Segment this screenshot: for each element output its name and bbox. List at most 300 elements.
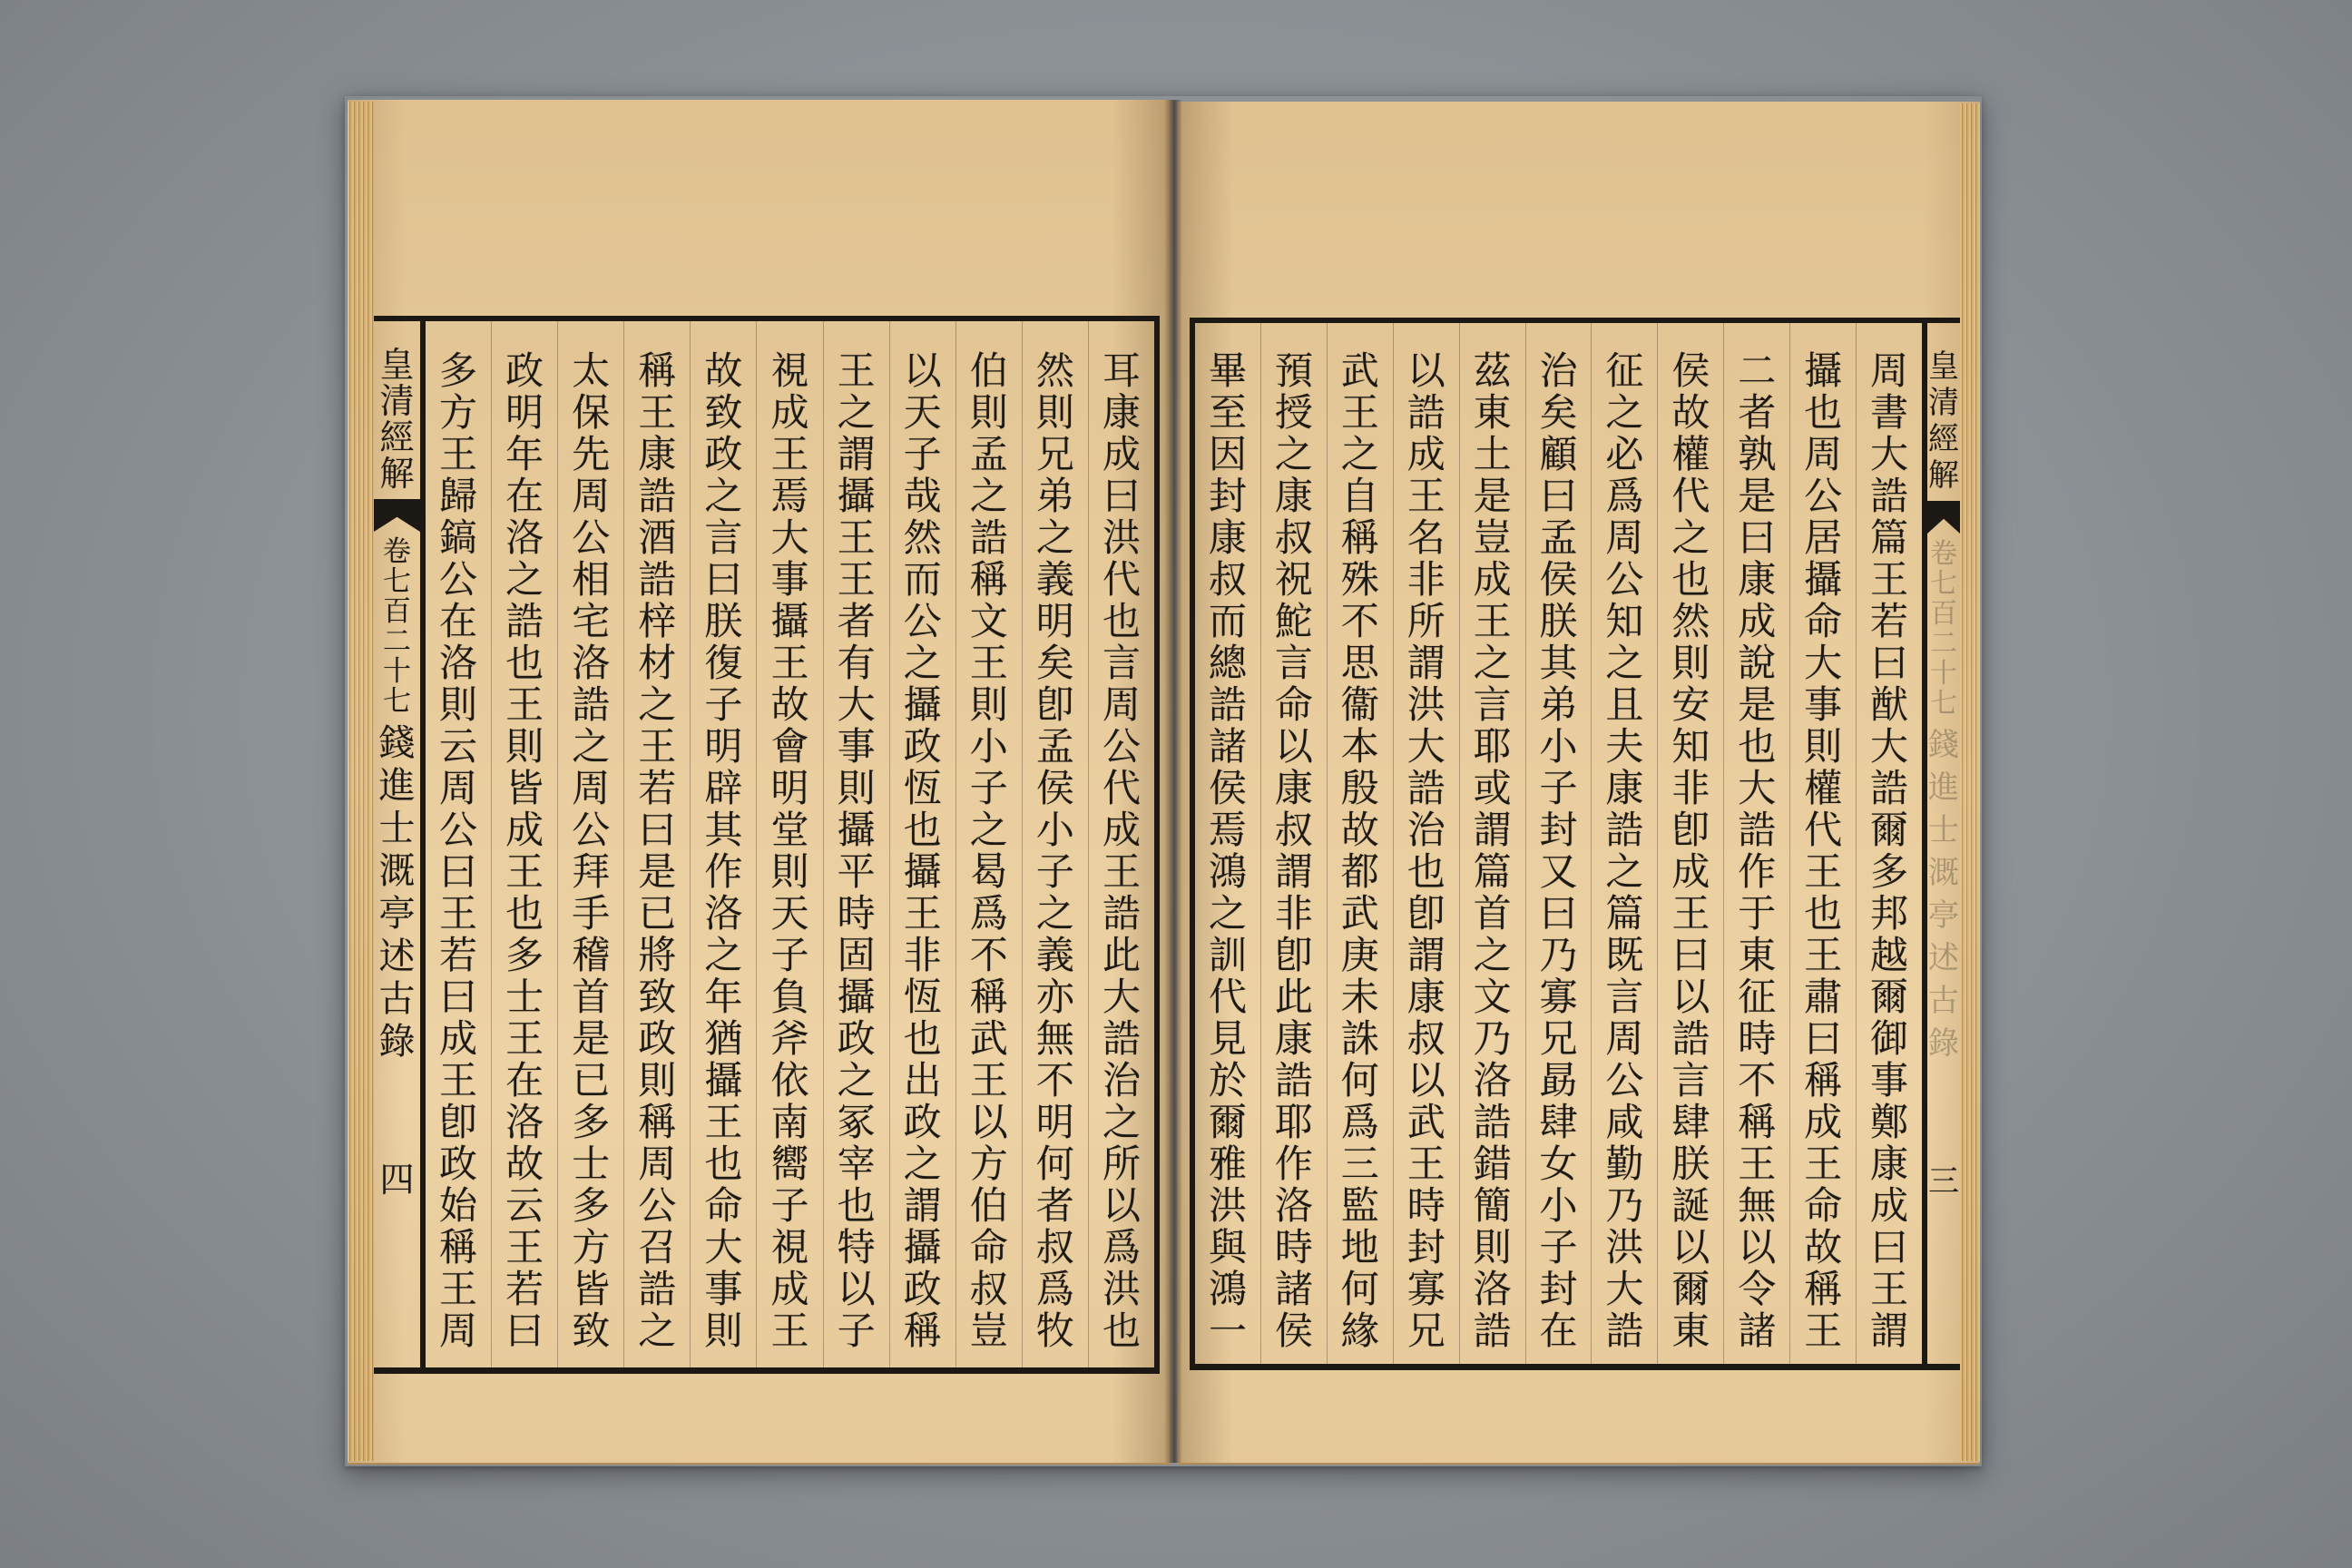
character: 之 (903, 1142, 942, 1186)
character: 也 (1804, 891, 1843, 936)
character: 預 (1274, 348, 1313, 393)
character: 太 (572, 348, 611, 393)
character: 攝 (837, 474, 876, 518)
character: 王 (837, 515, 876, 560)
character: 子 (1539, 766, 1578, 810)
character: 爲 (1340, 1100, 1379, 1144)
character: 攝 (1804, 348, 1843, 393)
character: 篇 (1870, 515, 1909, 560)
character: 經 (379, 417, 415, 457)
character: 者 (1738, 390, 1777, 435)
character: 恆 (903, 766, 942, 810)
character: 誥 (1274, 1058, 1313, 1102)
character: 清 (379, 381, 415, 421)
character: 誥 (1102, 891, 1141, 936)
character: 則 (704, 1308, 743, 1353)
character: 義 (1035, 933, 1074, 977)
character: 洪 (1102, 1267, 1141, 1311)
character: 王 (1870, 1267, 1909, 1311)
character: 云 (505, 1183, 544, 1228)
character: 夫 (1605, 724, 1644, 769)
character: 王 (1870, 557, 1909, 602)
character: 于 (1738, 891, 1777, 936)
character: 曰 (505, 1308, 544, 1353)
character: 先 (572, 432, 611, 476)
character: 侯 (1539, 557, 1578, 602)
character: 非 (1671, 766, 1710, 810)
character: 政 (903, 1100, 942, 1144)
character: 明 (770, 766, 809, 810)
character: 乃 (1473, 1016, 1512, 1061)
character: 王 (969, 641, 1008, 685)
character: 豈 (1473, 515, 1512, 560)
character: 牧 (1035, 1308, 1074, 1353)
character: 叔 (1274, 515, 1313, 560)
character: 宰 (837, 1142, 876, 1186)
character: 曰 (1870, 641, 1909, 685)
character: 小 (969, 724, 1008, 769)
character: 王 (1804, 933, 1843, 977)
character: 見 (1208, 1016, 1247, 1061)
character: 述 (1928, 940, 1959, 976)
character: 子 (1035, 849, 1074, 894)
character: 成 (770, 1267, 809, 1311)
character: 也 (837, 1183, 876, 1228)
character: 孟 (1035, 724, 1074, 769)
character: 平 (837, 849, 876, 894)
character: 兄 (1539, 1016, 1578, 1061)
character: 子 (770, 933, 809, 977)
character: 故 (505, 1142, 544, 1186)
character: 王 (1804, 849, 1843, 894)
character: 故 (1340, 808, 1379, 852)
character: 事 (704, 1267, 743, 1311)
character: 子 (704, 682, 743, 727)
character: 鴻 (1208, 1267, 1247, 1311)
character: 亭 (1928, 897, 1959, 934)
character: 成 (505, 808, 544, 852)
character: 材 (638, 641, 677, 685)
character: 猷 (1870, 682, 1909, 727)
character: 恆 (903, 975, 942, 1019)
character: 清 (1928, 385, 1959, 421)
character: 大 (1870, 432, 1909, 476)
character: 相 (572, 557, 611, 602)
character: 致 (572, 1308, 611, 1353)
character: 不 (1035, 1058, 1074, 1102)
character: 曰 (439, 849, 478, 894)
character: 權 (1804, 766, 1843, 810)
text-column (1260, 323, 1327, 1364)
character: 訓 (1208, 933, 1247, 977)
character: 肅 (1804, 975, 1843, 1019)
character: 然 (1035, 348, 1074, 393)
text-column (557, 321, 623, 1367)
character: 武 (1340, 891, 1379, 936)
character: 爲 (1605, 474, 1644, 518)
character: 至 (1208, 390, 1247, 435)
character: 王 (439, 432, 478, 476)
character: 洛 (505, 1100, 544, 1144)
character: 成 (1870, 1183, 1909, 1228)
character: 未 (1340, 975, 1379, 1019)
character: 辟 (704, 766, 743, 810)
character: 不 (1738, 1058, 1777, 1102)
character: 成 (1102, 432, 1141, 476)
page-number (1927, 1161, 1960, 1201)
character: 王 (638, 390, 677, 435)
character: 謂 (1473, 808, 1512, 852)
character: 時 (1274, 1225, 1313, 1269)
character: 勤 (1605, 1142, 1644, 1186)
character: 王 (439, 1267, 478, 1311)
character: 多 (572, 1183, 611, 1228)
character: 七 (1930, 568, 1957, 600)
character: 爲 (969, 891, 1008, 936)
character: 錯 (1473, 1142, 1512, 1186)
character: 於 (1208, 1058, 1247, 1102)
character: 王 (903, 891, 942, 936)
character: 以 (1671, 1225, 1710, 1269)
character: 皇 (1928, 348, 1959, 385)
character: 也 (505, 641, 544, 685)
character: 攝 (837, 975, 876, 1019)
character: 則 (969, 390, 1008, 435)
character: 誥 (1473, 1100, 1512, 1144)
character: 成 (439, 1016, 478, 1061)
character: 稱 (1804, 1267, 1843, 1311)
character: 大 (704, 1225, 743, 1269)
character: 叔 (1035, 1225, 1074, 1269)
character: 之 (1035, 515, 1074, 560)
character: 王 (837, 557, 876, 602)
character: 叔 (1406, 1016, 1446, 1061)
character: 之 (1473, 641, 1512, 685)
character: 成 (770, 390, 809, 435)
character: 洛 (1473, 1267, 1512, 1311)
character: 代 (1671, 474, 1710, 518)
character: 思 (1340, 641, 1379, 685)
character: 以 (1406, 348, 1446, 393)
text-column (690, 321, 756, 1367)
character: 而 (903, 557, 942, 602)
character: 命 (1274, 682, 1313, 727)
character: 且 (1605, 682, 1644, 727)
character: 王 (770, 432, 809, 476)
character: 伯 (969, 1183, 1008, 1228)
character: 亦 (1035, 975, 1074, 1019)
character: 政 (505, 348, 544, 393)
character: 是 (1473, 474, 1512, 518)
character: 康 (1274, 474, 1313, 518)
character: 方 (439, 390, 478, 435)
character: 是 (1738, 474, 1777, 518)
character: 公 (439, 808, 478, 852)
character: 謂 (837, 432, 876, 476)
character: 之 (1671, 515, 1710, 560)
text-column (889, 321, 956, 1367)
character: 誥 (505, 599, 544, 643)
character: 言 (1473, 682, 1512, 727)
text-column (491, 321, 557, 1367)
character: 有 (837, 641, 876, 685)
margin-column-right (1927, 323, 1960, 1364)
character: 然 (1671, 599, 1710, 643)
character: 時 (837, 891, 876, 936)
character: 曰 (439, 975, 478, 1019)
character: 公 (1102, 724, 1141, 769)
character: 也 (704, 1142, 743, 1186)
character: 義 (1035, 557, 1074, 602)
character: 洛 (1473, 1058, 1512, 1102)
margin-title (374, 347, 420, 492)
character: 王 (505, 849, 544, 894)
character: 卽 (439, 1100, 478, 1144)
character: 此 (1102, 933, 1141, 977)
character: 此 (1274, 975, 1313, 1019)
character: 朕 (704, 599, 743, 643)
character: 康 (1274, 1016, 1313, 1061)
character: 以 (903, 348, 942, 393)
character: 進 (1928, 769, 1959, 806)
character: 與 (1208, 1225, 1247, 1269)
character: 東 (1473, 390, 1512, 435)
fishtail-mark (1927, 501, 1960, 534)
character: 爾 (1870, 975, 1909, 1019)
character: 古 (1928, 983, 1959, 1019)
character: 洪 (1406, 682, 1446, 727)
character: 政 (704, 432, 743, 476)
character: 攝 (903, 682, 942, 727)
character: 若 (505, 1267, 544, 1311)
character: 云 (439, 724, 478, 769)
character: 乃 (1605, 1183, 1644, 1228)
character: 大 (1738, 766, 1777, 810)
character: 拜 (572, 849, 611, 894)
character: 寡 (1539, 975, 1578, 1019)
character: 王 (969, 1058, 1008, 1102)
character: 諸 (1738, 1308, 1777, 1353)
character: 誥 (1870, 474, 1909, 518)
character: 孰 (1738, 432, 1777, 476)
character: 誥 (969, 515, 1008, 560)
character: 則 (1671, 641, 1710, 685)
character: 曰 (704, 557, 743, 602)
character: 而 (1208, 599, 1247, 643)
character: 二 (1738, 348, 1777, 393)
character: 誅 (1340, 1016, 1379, 1061)
character: 若 (638, 766, 677, 810)
character: 也 (903, 808, 942, 852)
character: 誥 (1738, 808, 1777, 852)
text-column (1393, 323, 1459, 1364)
character: 是 (638, 849, 677, 894)
character: 衞 (1340, 682, 1379, 727)
character: 孟 (969, 432, 1008, 476)
character: 王 (1406, 1142, 1446, 1186)
character: 所 (1102, 1142, 1141, 1186)
character: 叔 (1274, 808, 1313, 852)
character: 故 (1804, 1225, 1843, 1269)
character: 之 (837, 1058, 876, 1102)
character: 侯 (1035, 766, 1074, 810)
character: 也 (1102, 1308, 1141, 1353)
character: 之 (1605, 849, 1644, 894)
character: 命 (969, 1225, 1008, 1269)
character: 自 (1340, 474, 1379, 518)
character: 孟 (1539, 515, 1578, 560)
character: 治 (1102, 1058, 1141, 1102)
character: 始 (439, 1183, 478, 1228)
page-number (374, 1160, 420, 1200)
character: 知 (1605, 599, 1644, 643)
character: 致 (704, 390, 743, 435)
character: 視 (770, 1225, 809, 1269)
character: 二 (383, 625, 411, 658)
character: 小 (1539, 1183, 1578, 1228)
character: 則 (770, 849, 809, 894)
character: 洪 (1102, 515, 1141, 560)
character: 洪 (1208, 1183, 1247, 1228)
character: 周 (1605, 515, 1644, 560)
character: 大 (1406, 724, 1446, 769)
character: 之 (837, 390, 876, 435)
character: 朕 (1539, 599, 1578, 643)
character: 之 (638, 1308, 677, 1353)
character: 事 (1804, 682, 1843, 727)
character: 也 (903, 1016, 942, 1061)
character: 在 (505, 1058, 544, 1102)
work-title (1927, 724, 1960, 1065)
character: 攝 (1804, 557, 1843, 602)
character: 也 (505, 891, 544, 936)
character: 洪 (1605, 1225, 1644, 1269)
character: 士 (572, 1142, 611, 1186)
character: 稱 (638, 348, 677, 393)
character: 誥 (1605, 808, 1644, 852)
character: 王 (1406, 474, 1446, 518)
character: 稽 (572, 933, 611, 977)
character: 篇 (1473, 849, 1512, 894)
text-column (1657, 323, 1723, 1364)
character: 武 (969, 1016, 1008, 1061)
character: 耶 (1274, 1100, 1313, 1144)
character: 康 (1274, 766, 1313, 810)
character: 三 (1928, 1163, 1959, 1200)
character: 誥 (1406, 390, 1446, 435)
character: 公 (903, 599, 942, 643)
character: 時 (1406, 1183, 1446, 1228)
character: 洛 (704, 891, 743, 936)
character: 曰 (1539, 891, 1578, 936)
character: 大 (1102, 975, 1141, 1019)
character: 卷 (1930, 538, 1957, 570)
character: 王 (1671, 891, 1710, 936)
character: 周 (572, 766, 611, 810)
character: 代 (1102, 557, 1141, 602)
character: 一 (1208, 1308, 1247, 1353)
character: 誥 (1102, 1016, 1141, 1061)
character: 故 (704, 348, 743, 393)
character: 稱 (1804, 1058, 1843, 1102)
character: 冢 (837, 1100, 876, 1144)
character: 子 (770, 1183, 809, 1228)
spine (1164, 100, 1182, 1463)
character: 攝 (704, 1058, 743, 1102)
character: 兄 (1035, 432, 1074, 476)
character: 梓 (638, 599, 677, 643)
character: 東 (1671, 1308, 1710, 1353)
text-column (623, 321, 690, 1367)
character: 矣 (1539, 390, 1578, 435)
text-column (1195, 323, 1260, 1364)
character: 爾 (1671, 1267, 1710, 1311)
character: 復 (704, 641, 743, 685)
character: 越 (1870, 933, 1909, 977)
character: 溉 (1928, 855, 1959, 891)
volume-label (374, 537, 420, 717)
character: 堂 (770, 808, 809, 852)
character: 說 (1738, 641, 1777, 685)
character: 稱 (1738, 1100, 1777, 1144)
character: 周 (439, 766, 478, 810)
text-column (756, 321, 822, 1367)
character: 公 (572, 808, 611, 852)
character: 酒 (638, 515, 677, 560)
character: 曰 (1738, 515, 1777, 560)
character: 之 (505, 557, 544, 602)
character: 錢 (1928, 727, 1959, 763)
margin-title (1927, 348, 1960, 494)
character: 謂 (903, 1183, 942, 1228)
character: 天 (903, 390, 942, 435)
character: 公 (638, 1183, 677, 1228)
character: 總 (1208, 641, 1247, 685)
text-column (1789, 323, 1856, 1364)
character: 焉 (1208, 808, 1247, 852)
character: 作 (1274, 1142, 1313, 1186)
character: 兄 (1406, 1308, 1446, 1353)
character: 洛 (1274, 1183, 1313, 1228)
character: 士 (505, 975, 544, 1019)
character: 其 (1539, 641, 1578, 685)
character: 之 (969, 474, 1008, 518)
volume-label (1927, 539, 1960, 719)
character: 授 (1274, 390, 1313, 435)
character: 曰 (638, 808, 677, 852)
character: 邦 (1870, 891, 1909, 936)
character: 斧 (770, 1016, 809, 1061)
character: 依 (770, 1058, 809, 1102)
character: 諸 (1208, 724, 1247, 769)
character: 則 (638, 1058, 677, 1102)
character: 方 (572, 1225, 611, 1269)
character: 所 (1406, 599, 1446, 643)
character: 二 (1930, 628, 1957, 660)
character: 攝 (837, 808, 876, 852)
character: 之 (1035, 891, 1074, 936)
character: 耶 (1473, 724, 1512, 769)
character: 之 (638, 682, 677, 727)
character: 三 (1340, 1142, 1379, 1186)
text-column (1327, 323, 1393, 1364)
character: 公 (1605, 1058, 1644, 1102)
character: 令 (1738, 1267, 1777, 1311)
character: 誥 (638, 1267, 677, 1311)
character: 宅 (572, 599, 611, 643)
character: 則 (505, 724, 544, 769)
character: 誥 (1208, 682, 1247, 727)
